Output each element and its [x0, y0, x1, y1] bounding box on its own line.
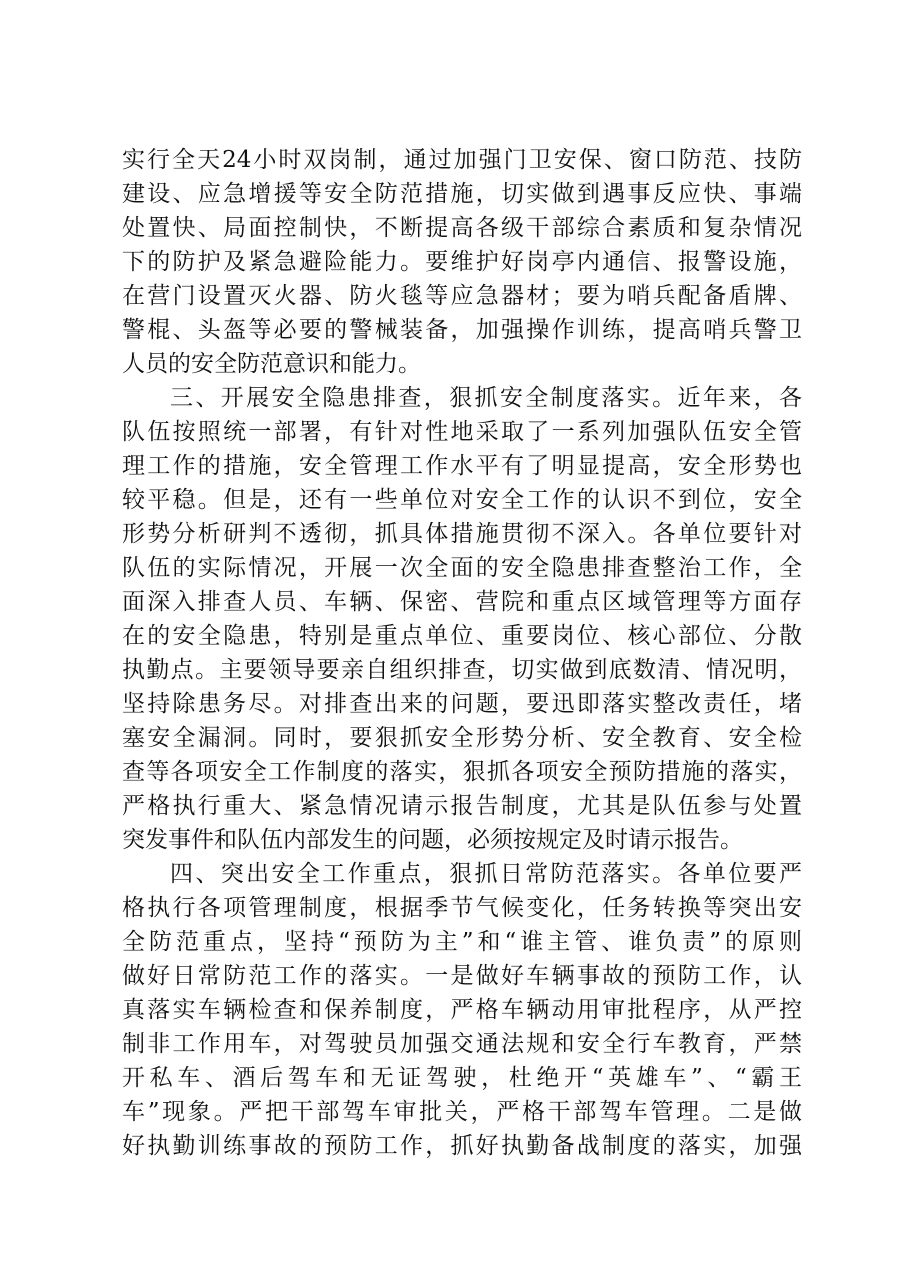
text-line: 在的安全隐患，特别是重点单位、重要岗位、核心部位、分散 — [122, 623, 802, 649]
text-line: 坚持除患务尽。对排查出来的问题，要迅即落实整改责任，堵 — [122, 691, 802, 717]
text-line: 制非工作用车，对驾驶员加强交通法规和安全行车教育，严禁 — [122, 1031, 802, 1057]
text-line: 真落实车辆检查和保养制度，严格车辆动用审批程序，从严控 — [122, 997, 802, 1023]
paragraph-heading-line: 三、开展安全隐患排查，狠抓安全制度落实。近年来，各 — [170, 385, 802, 411]
text-line: 格执行各项管理制度，根据季节气候变化，任务转换等突出安 — [122, 895, 802, 921]
text-line: 队伍的实际情况，开展一次全面的安全隐患排查整治工作，全 — [122, 555, 802, 581]
text-line: 车”现象。严把干部驾车审批关，严格干部驾车管理。二是做 — [122, 1099, 802, 1125]
text-line: 塞安全漏洞。同时，要狠抓安全形势分析、安全教育、安全检 — [122, 725, 802, 751]
text-line: 建设、应急增援等安全防范措施，切实做到遇事反应快、事端 — [122, 181, 802, 207]
text-line: 开私车、酒后驾车和无证驾驶，杜绝开“英雄车”、“霸王 — [122, 1065, 802, 1091]
text-line: 下的防护及紧急避险能力。要维护好岗亭内通信、报警设施， — [122, 249, 802, 275]
text-line: 队伍按照统一部署，有针对性地采取了一系列加强队伍安全管 — [122, 419, 802, 445]
text-line: 人员的安全防范意识和能力。 — [122, 351, 421, 377]
text-line: 执勤点。主要领导要亲自组织排查，切实做到底数清、情况明， — [122, 657, 802, 683]
text-line: 突发事件和队伍内部发生的问题，必须按规定及时请示报告。 — [122, 827, 743, 853]
text-line: 警棍、头盔等必要的警械装备，加强操作训练，提高哨兵警卫 — [122, 317, 802, 343]
text-line: 好执勤训练事故的预防工作，抓好执勤备战制度的落实，加强 — [122, 1133, 802, 1159]
text-line: 查等各项安全工作制度的落实，狠抓各项安全预防措施的落实， — [122, 759, 802, 785]
text-line: 做好日常防范工作的落实。一是做好车辆事故的预防工作，认 — [122, 963, 802, 989]
document-body — [122, 143, 802, 1163]
text-line: 严格执行重大、紧急情况请示报告制度，尤其是队伍参与处置 — [122, 793, 802, 819]
text-line: 实行全天24小时双岗制，通过加强门卫安保、窗口防范、技防 — [122, 147, 802, 173]
text-line: 面深入排查人员、车辆、保密、营院和重点区域管理等方面存 — [122, 589, 802, 615]
paragraph-heading-line: 四、突出安全工作重点，狠抓日常防范落实。各单位要严 — [170, 861, 802, 887]
text-line: 理工作的措施，安全管理工作水平有了明显提高，安全形势也 — [122, 453, 802, 479]
text-line: 全防范重点，坚持“预防为主”和“谁主管、谁负责”的原则 — [122, 929, 802, 955]
text-line: 形势分析研判不透彻，抓具体措施贯彻不深入。各单位要针对 — [122, 521, 802, 547]
text-line: 在营门设置灭火器、防火毯等应急器材；要为哨兵配备盾牌、 — [122, 283, 802, 309]
text-line: 较平稳。但是，还有一些单位对安全工作的认识不到位，安全 — [122, 487, 802, 513]
text-line: 处置快、局面控制快，不断提高各级干部综合素质和复杂情况 — [122, 215, 802, 241]
